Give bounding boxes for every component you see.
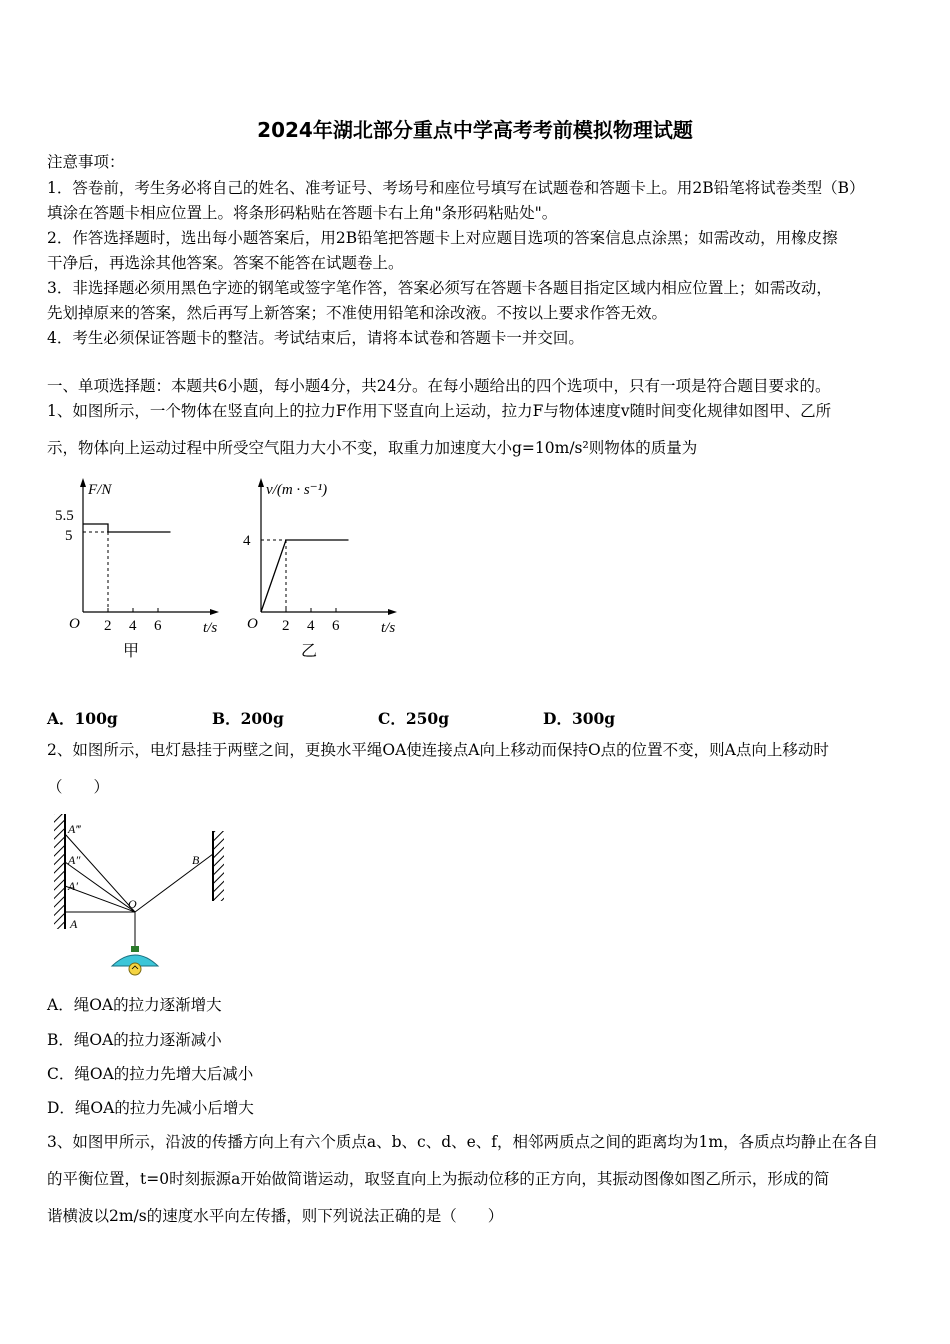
y-axis-arrow — [258, 478, 264, 487]
notice-line: 1．答卷前，考生务必将自己的姓名、准考证号、考场号和座位号填写在试题卷和答题卡上。用2B铅笔将试卷类型（B） — [47, 179, 865, 197]
x-axis-label: t/s — [203, 620, 218, 636]
section-heading: 一、单项选择题：本题共6小题，每小题4分，共24分。在每小题给出的四个选项中，只有一项是符合题目要求的。 — [47, 377, 831, 395]
q1-option-d[interactable]: D．300g — [543, 709, 616, 728]
chart-velocity-time — [226, 472, 426, 672]
q2-lamp-figure — [44, 806, 244, 981]
y-tick-label: 5.5 — [55, 508, 74, 524]
x-axis-arrow — [210, 609, 219, 615]
y-tick-label: 5 — [65, 528, 73, 544]
q2-option-b[interactable]: B．绳OA的拉力逐渐减小 — [47, 1031, 222, 1049]
chart-title: 甲 — [123, 643, 140, 660]
q2-stem-line: 2、如图所示，电灯悬挂于两壁之间，更换水平绳OA使连接点A向上移动而保持O点的位置不变，则A点向上移动时 — [47, 741, 829, 759]
notice-line: 先划掉原来的答案，然后再写上新答案；不准使用铅笔和涂改液。不按以上要求作答无效。 — [47, 304, 668, 322]
y-axis-label: F/N — [88, 482, 112, 498]
x-tick-label: 2 — [282, 618, 290, 634]
origin-label: O — [247, 616, 258, 632]
x-tick-label: 2 — [104, 618, 112, 634]
q1-option-a[interactable]: A．100g — [47, 709, 118, 728]
q3-stem-line: 谐横波以2m/s的速度水平向左传播，则下列说法正确的是（ ） — [47, 1207, 504, 1225]
label-a-double-prime: A″ — [68, 853, 81, 867]
label-o: O — [128, 897, 137, 911]
page-title: 2024年湖北部分重点中学高考考前模拟物理试题 — [257, 118, 693, 142]
q3-stem-line: 的平衡位置，t=0时刻振源a开始做简谐运动，取竖直向上为振动位移的正方向，其振动图像如图乙所示，形成的简 — [47, 1170, 830, 1188]
lamp-icon — [112, 946, 158, 975]
y-axis-label: v/(m · s⁻¹) — [266, 482, 328, 498]
x-axis-arrow — [388, 609, 397, 615]
q2-stem-line: （ ） — [47, 778, 110, 796]
notice-line: 干净后，再选涂其他答案。答案不能答在试题卷上。 — [47, 254, 404, 272]
x-tick-label: 4 — [307, 618, 315, 634]
notice-line: 2．作答选择题时，选出每小题答案后，用2B铅笔把答题卡上对应题目选项的答案信息点涂黑；如需改动，用橡皮擦 — [47, 229, 838, 247]
notice-line: 填涂在答题卡相应位置上。将条形码粘贴在答题卡右上角"条形码粘贴处"。 — [47, 204, 558, 222]
y-axis-arrow — [80, 478, 86, 487]
x-axis-label: t/s — [381, 620, 396, 636]
x-tick-label: 6 — [154, 618, 162, 634]
q2-option-d[interactable]: D．绳OA的拉力先减小后增大 — [47, 1099, 254, 1117]
chart-force-time — [48, 472, 228, 672]
label-a-triple-prime: A‴ — [68, 822, 81, 836]
notice-heading: 注意事项： — [47, 153, 125, 171]
q1-option-c[interactable]: C．250g — [378, 709, 450, 728]
y-tick-label: 4 — [243, 533, 251, 549]
ropes — [65, 834, 213, 946]
q2-option-a[interactable]: A．绳OA的拉力逐渐增大 — [47, 996, 222, 1014]
label-b: B — [192, 853, 200, 867]
left-wall — [54, 814, 64, 929]
chart-title: 乙 — [301, 643, 318, 660]
q2-option-c[interactable]: C．绳OA的拉力先增大后减小 — [47, 1065, 254, 1083]
q1-stem-line: 1、如图所示，一个物体在竖直向上的拉力F作用下竖直向上运动，拉力F与物体速度v随时间变化规律如图甲、乙所 — [47, 402, 832, 420]
label-a-prime: A′ — [68, 879, 78, 893]
q1-stem-line: 示，物体向上运动过程中所受空气阻力大小不变，取重力加速度大小g=10m/s²则物体的质量为 — [47, 439, 698, 457]
notice-line: 4．考生必须保证答题卡的整洁。考试结束后，请将本试卷和答题卡一并交回。 — [47, 329, 584, 347]
notice-line: 3．非选择题必须用黑色字迹的钢笔或签字笔作答，答案必须写在答题卡各题目指定区域内相应位置上；如需改动， — [47, 279, 832, 297]
x-tick-label: 6 — [332, 618, 340, 634]
right-wall — [214, 831, 224, 901]
q3-stem-line: 3、如图甲所示，沿波的传播方向上有六个质点a、b、c、d、e、f，相邻两质点之间的距离均为1m，各质点均静止在各自 — [47, 1133, 879, 1151]
origin-label: O — [69, 616, 80, 632]
series-line-v — [261, 540, 349, 612]
x-tick-label: 4 — [129, 618, 137, 634]
series-line-F — [83, 524, 171, 532]
q1-option-b[interactable]: B．200g — [212, 709, 284, 728]
label-a: A — [70, 917, 78, 931]
